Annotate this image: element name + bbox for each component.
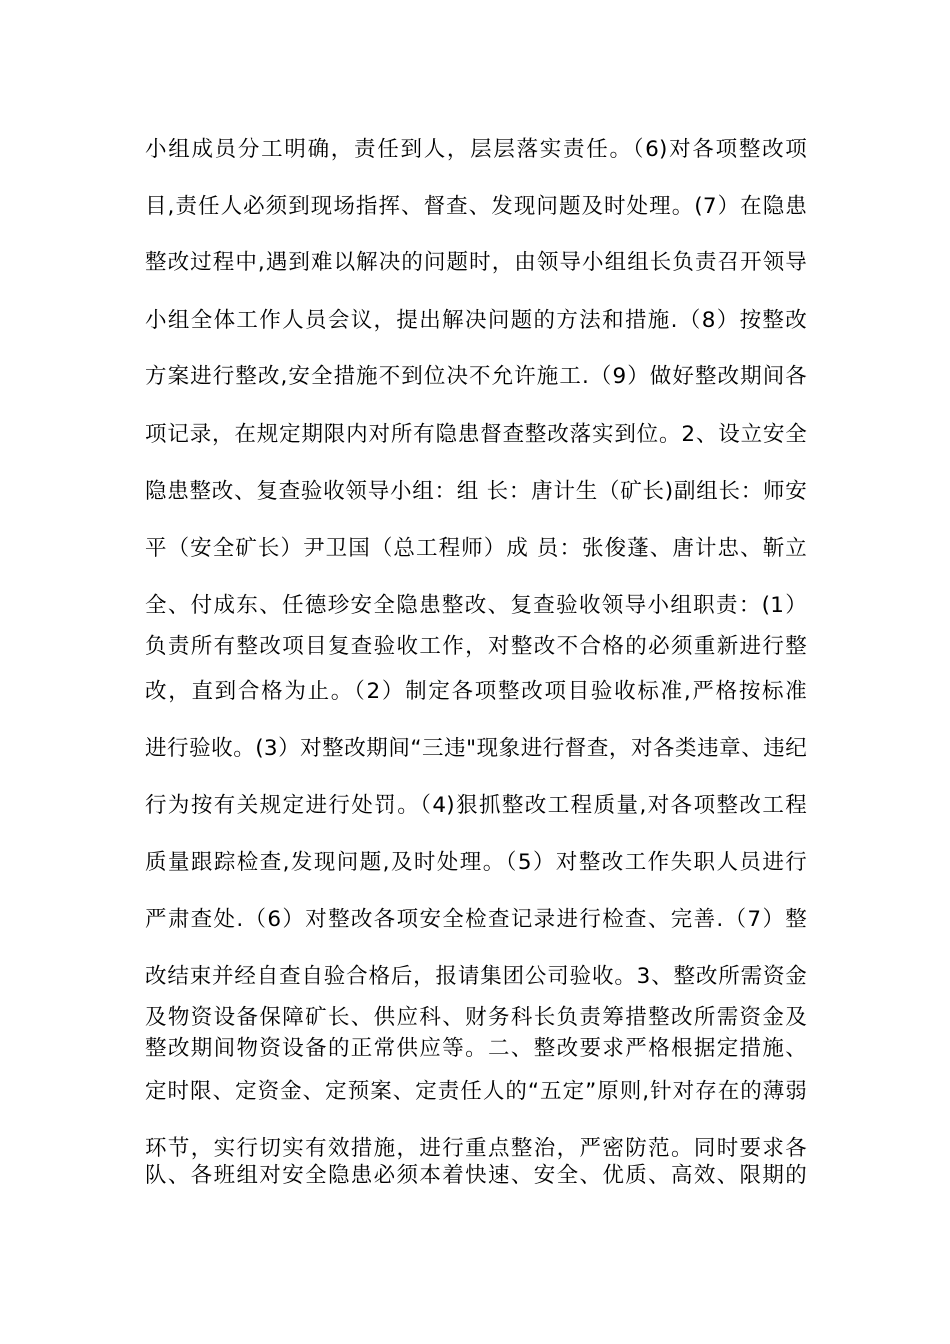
text-line: 小组成员分工明确，责任到人，层层落实责任。（6)对各项整改项 [145, 137, 807, 162]
text-line: 目,责任人必须到现场指挥、督查、发现问题及时处理。(7）在隐患 [145, 194, 807, 219]
text-line: 整改期间物资设备的正常供应等。二、整改要求严格根据定措施、 [145, 1036, 807, 1061]
text-line: 全、付成东、任德珍安全隐患整改、复查验收领导小组职责：(1） [145, 593, 807, 618]
text-line: 队、各班组对安全隐患必须本着快速、安全、优质、高效、限期的 [145, 1163, 807, 1188]
text-line: 项记录，在规定期限内对所有隐患督查整改落实到位。2、设立安全 [145, 422, 807, 447]
text-line: 行为按有关规定进行处罚。（4)狠抓整改工程质量,对各项整改工程 [145, 793, 807, 818]
text-line: 进行验收。(3）对整改期间“三违"现象进行督查，对各类违章、违纪 [145, 736, 807, 761]
text-line: 环节，实行切实有效措施，进行重点整治，严密防范。同时要求各 [145, 1136, 807, 1161]
text-line: 平（安全矿长）尹卫国（总工程师）成 员：张俊蓬、唐计忠、靳立 [145, 536, 807, 561]
text-line: 改，直到合格为止。（2）制定各项整改项目验收标准,严格按标准 [145, 679, 807, 704]
text-line: 方案进行整改,安全措施不到位决不允许施工.（9）做好整改期间各 [145, 364, 807, 389]
text-line: 质量跟踪检查,发现问题,及时处理。（5）对整改工作失职人员进行 [145, 850, 807, 875]
text-line: 负责所有整改项目复查验收工作，对整改不合格的必须重新进行整 [145, 634, 807, 659]
text-line: 隐患整改、复查验收领导小组：组 长：唐计生（矿长)副组长：师安 [145, 479, 807, 504]
text-line: 整改过程中,遇到难以解决的问题时，由领导小组组长负责召开领导 [145, 250, 807, 275]
text-line: 及物资设备保障矿长、供应科、财务科长负责筹措整改所需资金及 [145, 1005, 807, 1030]
text-line: 改结束并经自查自验合格后，报请集团公司验收。3、整改所需资金 [145, 964, 807, 989]
text-line: 定时限、定资金、定预案、定责任人的“五定”原则,针对存在的薄弱 [145, 1079, 807, 1104]
text-line: 严肃查处.（6）对整改各项安全检查记录进行检查、完善.（7）整 [145, 907, 807, 932]
text-line: 小组全体工作人员会议，提出解决问题的方法和措施.（8）按整改 [145, 308, 807, 333]
